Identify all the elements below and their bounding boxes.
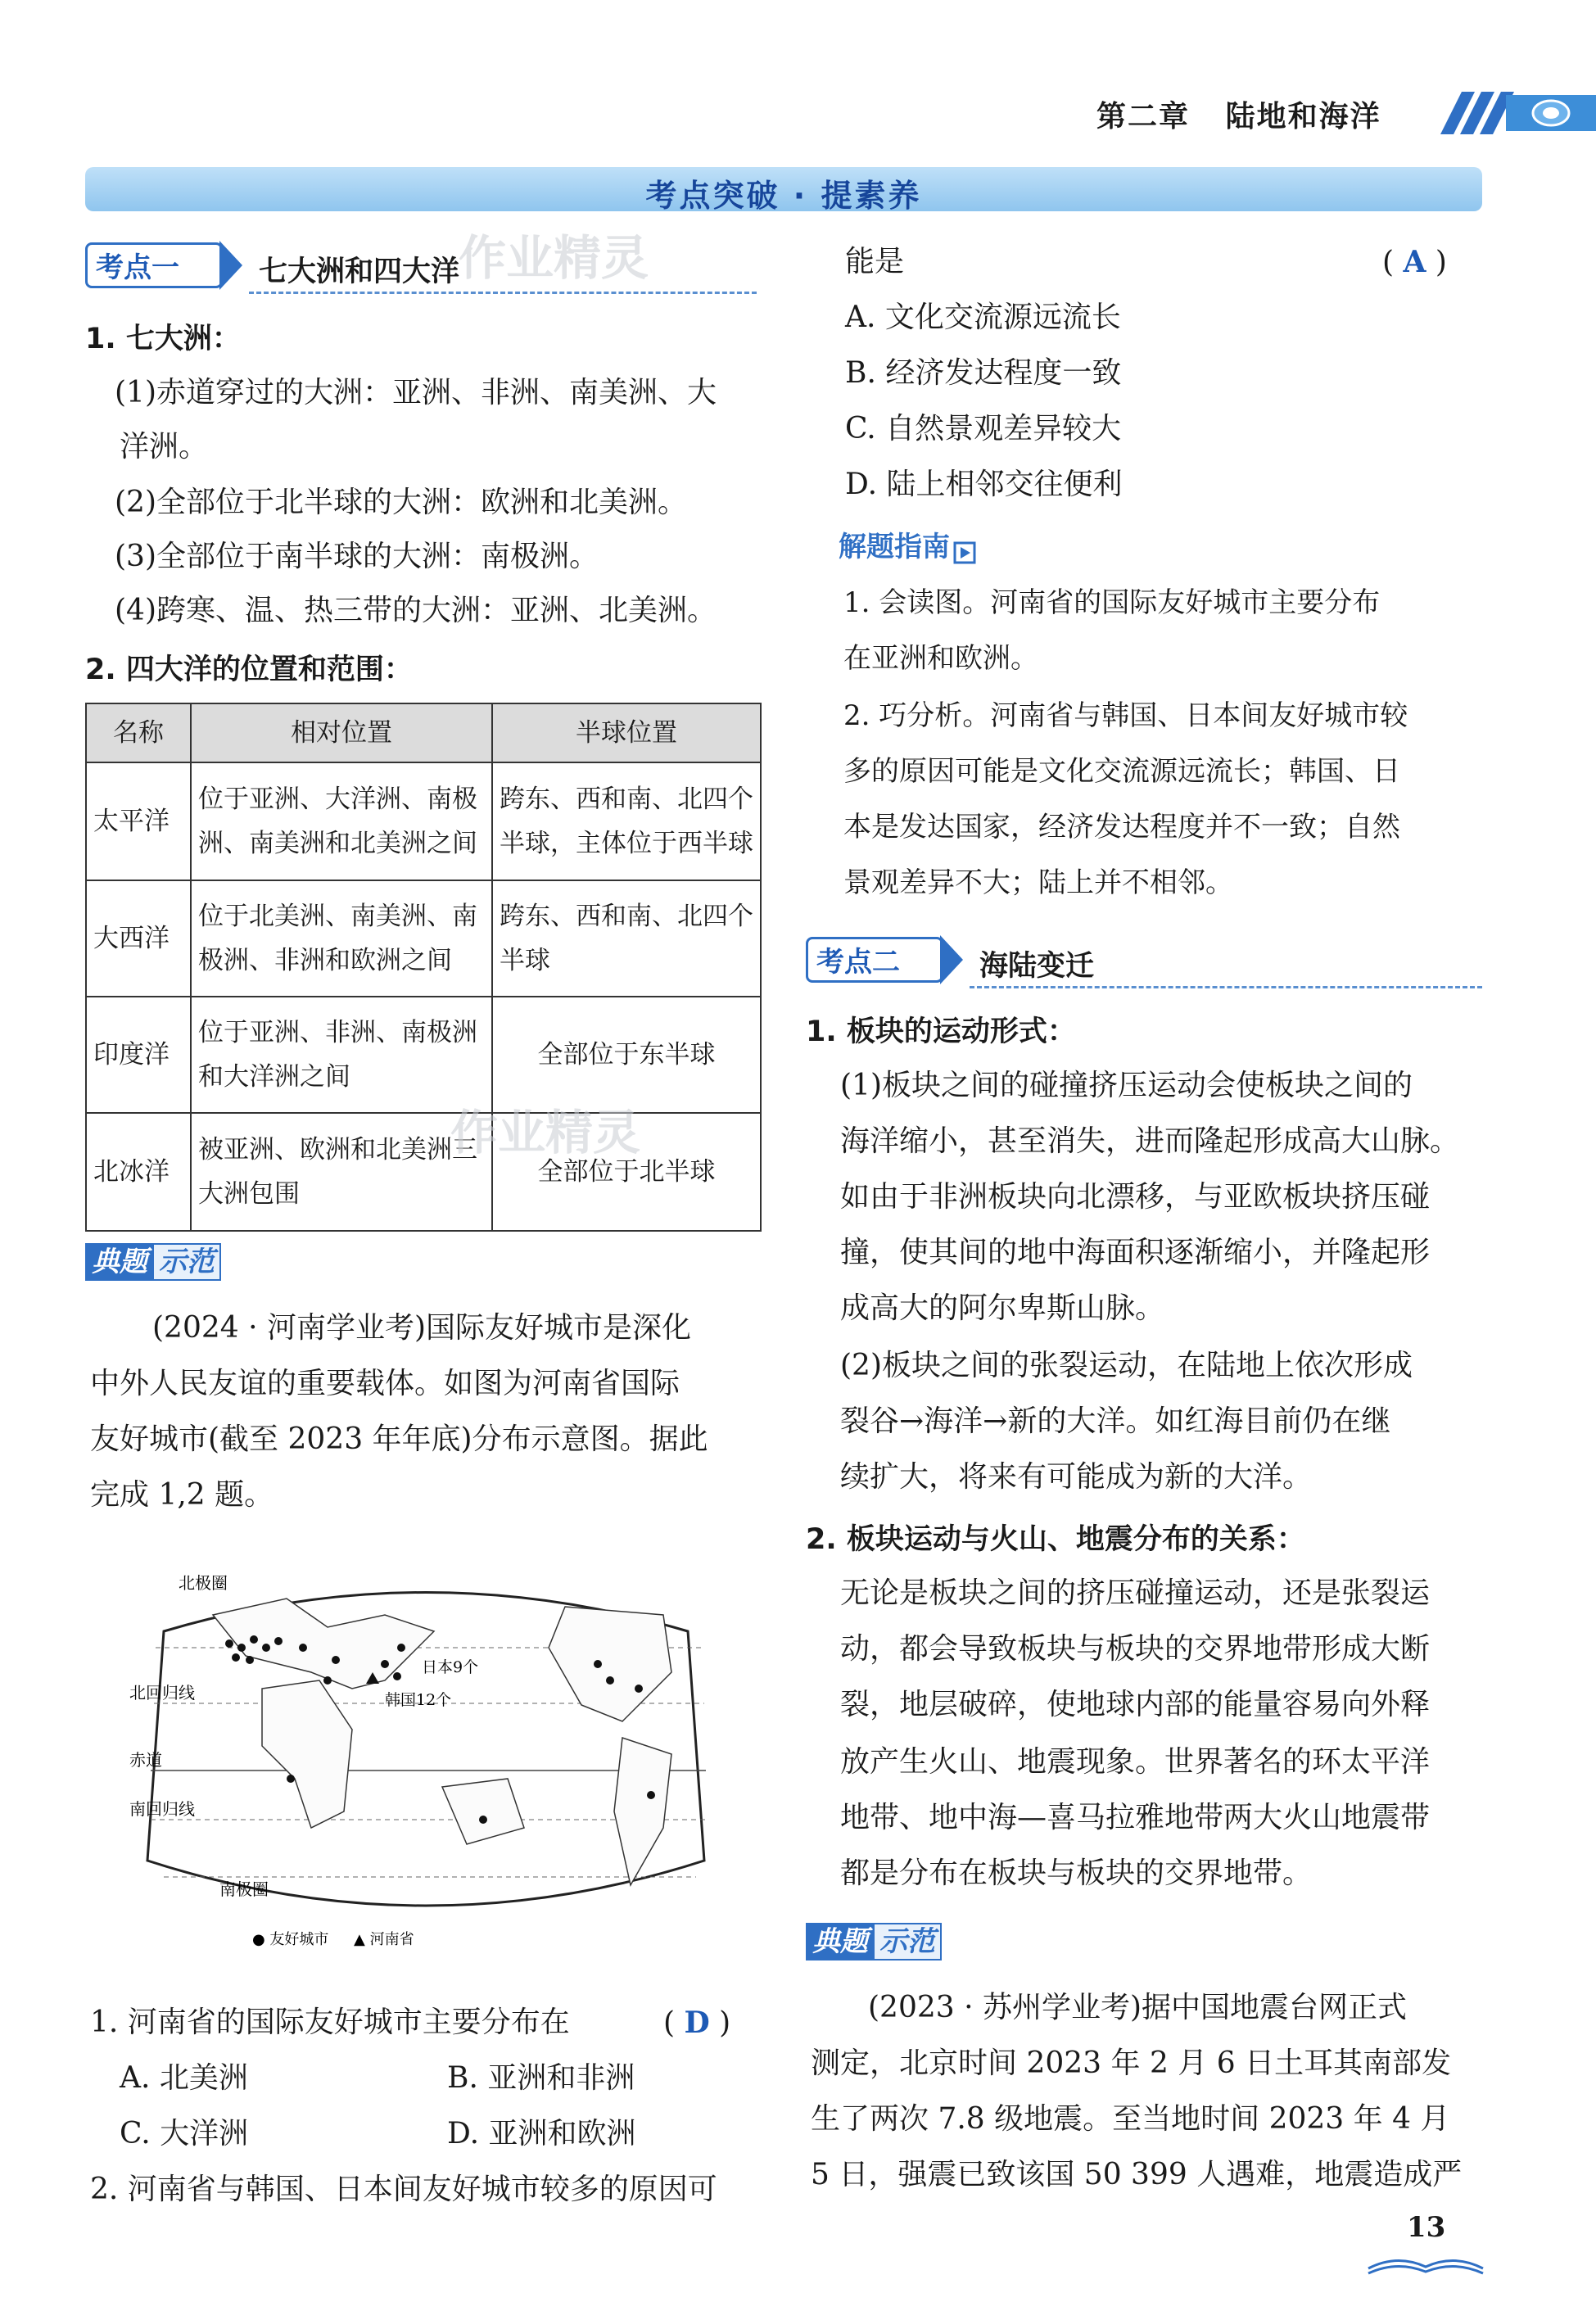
- map-label: 北回归线: [129, 1683, 195, 1703]
- table-header: 半球位置: [492, 703, 761, 762]
- guide-header: [839, 524, 975, 564]
- paren-left: (: [1382, 246, 1395, 279]
- globe-logo-icon: [1530, 98, 1571, 128]
- text-line: (4)跨寒、温、热三带的大洲：亚洲、北美洲。: [115, 594, 717, 627]
- text-line: (3)全部位于南半球的大洲：南极洲。: [115, 540, 599, 573]
- chapter-title: 第二章 陆地和海洋: [1096, 100, 1381, 133]
- divider: [249, 292, 757, 294]
- example-label-a: 典题: [85, 1243, 154, 1281]
- text-line: 5 日，强震已致该国 50 399 人遇难，地震造成严: [811, 2158, 1463, 2191]
- play-icon: [954, 542, 975, 563]
- example2-label: [806, 1923, 942, 1960]
- option: C. 自然景观差异较大: [845, 412, 1122, 445]
- q1-answer: D: [684, 2006, 710, 2040]
- text-line: 本是发达国家，经济发达程度并不一致；自然: [843, 811, 1400, 843]
- table-cell: 印度洋: [86, 997, 191, 1113]
- map-label: 北极圈: [179, 1573, 228, 1593]
- text-line: (2)板块之间的张裂运动，在陆地上依次形成: [840, 1349, 1413, 1382]
- text-line: 动，都会导致板块与板块的交界地带形成大断: [840, 1632, 1431, 1666]
- point1-title: 七大洲和四大洋: [259, 256, 460, 288]
- example-label-b: 示范: [875, 1923, 942, 1960]
- table-cell: 太平洋: [86, 762, 191, 880]
- answer-paren: [1382, 234, 1447, 291]
- table-cell: 位于亚洲、大洋洲、南极洲、南美洲和北美洲之间: [191, 762, 492, 880]
- point1-tag-arrow-icon: [219, 241, 242, 290]
- text-line: 裂谷→海洋→新的大洋。如红海目前仍在继: [840, 1404, 1391, 1438]
- text-line: 放产生火山、地震现象。世界著名的环太平洋: [840, 1745, 1431, 1779]
- table-row: [86, 1113, 761, 1231]
- map-label: 南回归线: [129, 1799, 195, 1819]
- ocean-table: [85, 703, 762, 1232]
- example-label-a: 典题: [806, 1923, 875, 1960]
- question1: 1. 河南省的国际友好城市主要分布在: [90, 2006, 570, 2039]
- text-line: 景观差异不大；陆上并不相邻。: [843, 866, 1233, 899]
- table-header: 相对位置: [191, 703, 492, 762]
- example1-label: [85, 1243, 221, 1281]
- text-line: 裂，地层破碎，使地球内部的能量容易向外释: [840, 1688, 1431, 1721]
- paren-left: (: [663, 2006, 676, 2040]
- map-label: 韩国12个: [385, 1691, 452, 1709]
- chapter-header: [851, 92, 1588, 133]
- point1-tag: 考点一: [85, 242, 223, 288]
- world-map-figure: [129, 1566, 712, 1959]
- table-cell: 全部位于东半球: [492, 997, 761, 1113]
- point2-tag: 考点二: [806, 937, 943, 983]
- table-cell: 位于北美洲、南美洲、南极洲、非洲和欧洲之间: [191, 880, 492, 997]
- paren-right: ): [1435, 246, 1447, 279]
- text-line: 测定，北京时间 2023 年 2 月 6 日土耳其南部发: [811, 2046, 1452, 2080]
- point1-heading1: 1. 七大洲：: [85, 323, 241, 355]
- stripe-decoration-icon: [1424, 92, 1506, 134]
- question2: 2. 河南省与韩国、日本间友好城市较多的原因可: [90, 2173, 717, 2206]
- text-line: 都是分布在板块与板块的交界地带。: [840, 1856, 1313, 1890]
- legend-province: ▲ 河南省: [354, 1931, 414, 1948]
- text-line: 地带、地中海—喜马拉雅地带两大火山地震带: [840, 1801, 1431, 1834]
- text-line: 如由于非洲板块向北漂移，与亚欧板块挤压碰: [840, 1180, 1431, 1214]
- text-line: 海洋缩小，甚至消失，进而隆起形成高大山脉。: [840, 1124, 1460, 1158]
- option: C. 大洋洲: [120, 2117, 249, 2150]
- watermark: 作业精灵: [459, 230, 649, 286]
- table-cell: 全部位于北半球: [492, 1113, 761, 1231]
- text-line: 撞，使其间的地中海面积逐渐缩小，并隆起形: [840, 1236, 1431, 1269]
- table-cell: 跨东、西和南、北四个半球，主体位于西半球: [492, 762, 761, 880]
- table-header-row: [86, 703, 761, 762]
- q2-answer: A: [1403, 245, 1426, 279]
- answer-paren: [663, 1995, 730, 2051]
- option: D. 陆上相邻交往便利: [845, 468, 1123, 501]
- book-icon: [1364, 2252, 1487, 2277]
- text-line: (2)全部位于北半球的大洲：欧洲和北美洲。: [115, 486, 687, 519]
- text-line: 中外人民友谊的重要载体。如图为河南省国际: [90, 1367, 680, 1400]
- map-label: 南极圈: [219, 1879, 269, 1899]
- option: B. 经济发达程度一致: [845, 356, 1122, 390]
- option: A. 文化交流源远流长: [845, 301, 1121, 334]
- text-line: 友好城市(截至 2023 年年底)分布示意图。据此: [90, 1422, 708, 1456]
- watermark: 作业精灵: [450, 1105, 641, 1160]
- point1-heading2: 2. 四大洋的位置和范围：: [85, 653, 413, 686]
- option: D. 亚洲和欧洲: [447, 2117, 636, 2150]
- legend-city: ● 友好城市: [252, 1931, 329, 1948]
- table-cell: 跨东、西和南、北四个半球: [492, 880, 761, 997]
- banner-title: 考点突破 · 提素养: [645, 178, 922, 214]
- table-cell: 位于亚洲、非洲、南极洲和大洋洲之间: [191, 997, 492, 1113]
- section-banner: [85, 167, 1482, 214]
- text-line: 成高大的阿尔卑斯山脉。: [840, 1291, 1165, 1325]
- table-row: [86, 880, 761, 997]
- divider: [970, 986, 1482, 988]
- table-row: [86, 762, 761, 880]
- text-line: 1. 会读图。河南省的国际友好城市主要分布: [843, 586, 1381, 619]
- text-line: 2. 巧分析。河南省与韩国、日本间友好城市较: [843, 699, 1408, 732]
- text-line: (2023 · 苏州学业考)据中国地震台网正式: [868, 1991, 1408, 2024]
- text-line: 续扩大，将来有可能成为新的大洋。: [840, 1460, 1313, 1494]
- page-number: 13: [1407, 2211, 1446, 2244]
- table-header: 名称: [86, 703, 191, 762]
- table-cell: 被亚洲、欧洲和北美洲三大洲包围: [191, 1113, 492, 1231]
- table-cell: 北冰洋: [86, 1113, 191, 1231]
- text-line: 在亚洲和欧洲。: [843, 642, 1038, 675]
- table-row: [86, 997, 761, 1113]
- map-label: 赤道: [129, 1750, 162, 1770]
- text-line: (1)板块之间的碰撞挤压运动会使板块之间的: [840, 1069, 1413, 1102]
- point2-tag-arrow-icon: [940, 935, 963, 984]
- point2-heading1: 1. 板块的运动形式：: [806, 1015, 1076, 1048]
- table-cell: 大西洋: [86, 880, 191, 997]
- point2-heading2: 2. 板块运动与火山、地震分布的关系：: [806, 1523, 1305, 1556]
- point2-title: 海陆变迁: [979, 950, 1095, 983]
- option: A. 北美洲: [120, 2061, 248, 2095]
- text-line: (2024 · 河南学业考)国际友好城市是深化: [152, 1311, 692, 1345]
- text-line: 洋洲。: [120, 430, 209, 464]
- text-line: 多的原因可能是文化交流源远流长；韩国、日: [843, 755, 1400, 788]
- text-line: 无论是板块之间的挤压碰撞运动，还是张裂运: [840, 1576, 1431, 1610]
- paren-right: ): [719, 2006, 731, 2040]
- text-line: (1)赤道穿过的大洲：亚洲、非洲、南美洲、大: [115, 376, 717, 409]
- text-line: 生了两次 7.8 级地震。至当地时间 2023 年 4 月: [811, 2102, 1450, 2136]
- text-line: 完成 1,2 题。: [90, 1478, 274, 1512]
- map-label: 日本9个: [422, 1658, 479, 1676]
- guide-title: 解题指南: [839, 531, 950, 563]
- question2-cont: 能是: [845, 245, 905, 278]
- example-label-b: 示范: [154, 1243, 221, 1281]
- option: B. 亚洲和非洲: [447, 2061, 635, 2095]
